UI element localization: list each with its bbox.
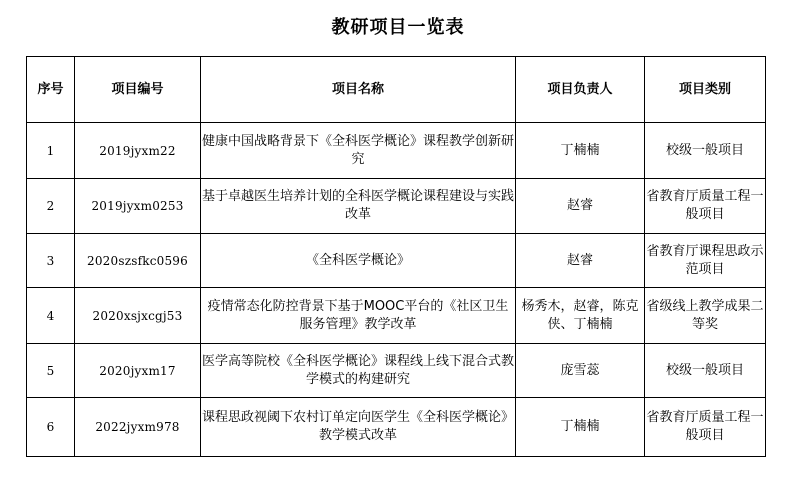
cell-name: 课程思政视阈下农村订单定向医学生《全科医学概论》教学模式改革 (201, 398, 516, 457)
cell-lead: 赵睿 (516, 179, 645, 234)
cell-no: 6 (27, 398, 75, 457)
cell-name: 疫情常态化防控背景下基于MOOC平台的《社区卫生服务管理》教学改革 (201, 288, 516, 344)
cell-code: 2022jyxm978 (75, 398, 201, 457)
cell-no: 5 (27, 344, 75, 398)
cell-name: 医学高等院校《全科医学概论》课程线上线下混合式教学模式的构建研究 (201, 344, 516, 398)
table-row (27, 234, 766, 288)
header-lead: 项目负责人 (516, 57, 645, 123)
cell-code: 2020szsfkc0596 (75, 234, 201, 288)
project-table (26, 56, 766, 457)
header-type: 项目类别 (645, 57, 766, 123)
table-row (27, 123, 766, 179)
cell-type: 省级线上教学成果二等奖 (645, 288, 766, 344)
cell-no: 1 (27, 123, 75, 179)
page-title: 教研项目一览表 (331, 17, 465, 38)
header-no: 序号 (27, 57, 75, 123)
cell-lead: 赵睿 (516, 234, 645, 288)
cell-code: 2019jyxm22 (75, 123, 201, 179)
cell-type: 省教育厅质量工程一般项目 (645, 179, 766, 234)
cell-name: 基于卓越医生培养计划的全科医学概论课程建设与实践改革 (201, 179, 516, 234)
table-row (27, 344, 766, 398)
cell-code: 2019jyxm0253 (75, 179, 201, 234)
cell-type: 校级一般项目 (645, 123, 766, 179)
cell-name: 健康中国战略背景下《全科医学概论》课程教学创新研究 (201, 123, 516, 179)
table-row (27, 179, 766, 234)
header-name: 项目名称 (201, 57, 516, 123)
cell-lead: 庞雪蕊 (516, 344, 645, 398)
cell-lead: 丁楠楠 (516, 123, 645, 179)
cell-no: 2 (27, 179, 75, 234)
cell-code: 2020jyxm17 (75, 344, 201, 398)
cell-code: 2020xsjxcgj53 (75, 288, 201, 344)
cell-no: 4 (27, 288, 75, 344)
header-code: 项目编号 (75, 57, 201, 123)
cell-lead: 杨秀木，赵睿，陈克侠、丁楠楠 (516, 288, 645, 344)
cell-type: 省教育厅质量工程一般项目 (645, 398, 766, 457)
cell-lead: 丁楠楠 (516, 398, 645, 457)
table-row (27, 288, 766, 344)
table-row (27, 398, 766, 457)
cell-no: 3 (27, 234, 75, 288)
cell-name: 《全科医学概论》 (201, 234, 516, 288)
cell-type: 省教育厅课程思政示范项目 (645, 234, 766, 288)
table-header-row (27, 57, 766, 123)
cell-type: 校级一般项目 (645, 344, 766, 398)
